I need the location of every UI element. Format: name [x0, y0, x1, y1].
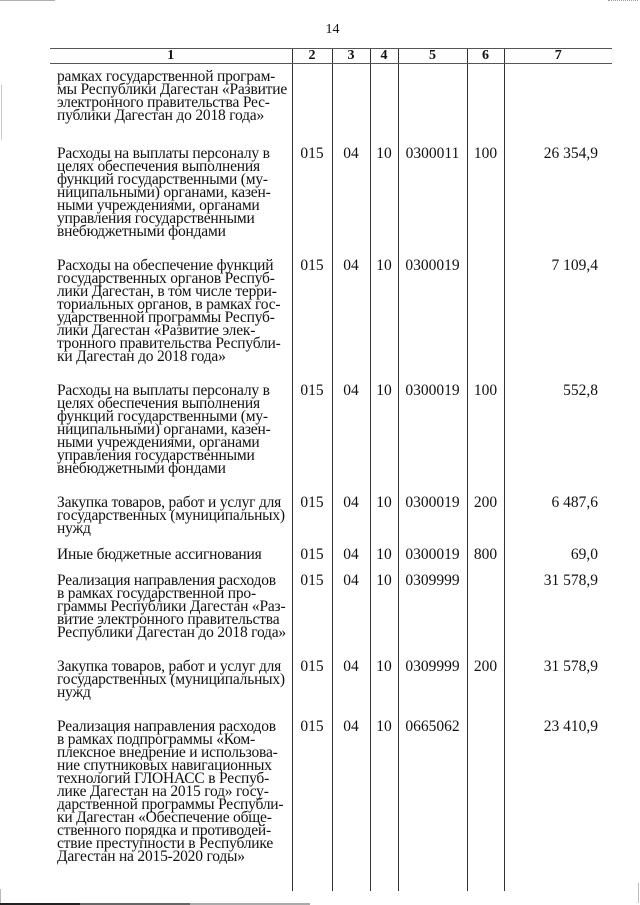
description-line: нужд — [57, 520, 91, 537]
scan-edge-mark — [638, 883, 639, 903]
table-header-row — [50, 49, 612, 64]
description-line: Расходы на обеспечение функций — [57, 257, 274, 274]
subsection-code-cell: 10 — [370, 571, 398, 657]
table-row — [50, 571, 612, 657]
ministry-code-cell: 015 — [292, 256, 332, 381]
description-cell — [50, 144, 292, 256]
ministry-code-cell: 015 — [292, 545, 332, 571]
description-line: ториальных органов, в рамках гос- — [57, 296, 281, 313]
description-line: Реализация направления расходов — [57, 718, 276, 735]
amount-cell: 6 487,6 — [504, 493, 612, 545]
description-line: управления государственными — [57, 210, 255, 227]
table-row — [50, 256, 612, 381]
description-line: рамках государственной програм- — [57, 68, 276, 85]
column-header: 2 — [292, 49, 332, 64]
column-header: 5 — [398, 49, 467, 64]
subsection-code-cell: 10 — [370, 256, 398, 381]
column-header: 6 — [467, 49, 504, 64]
description-cell — [50, 571, 292, 657]
section-code-cell: 04 — [332, 381, 370, 493]
expense-type-cell — [467, 717, 504, 891]
ministry-code-cell: 015 — [292, 571, 332, 657]
amount-cell: 552,8 — [504, 381, 612, 493]
description-line: публики Дагестан до 2018 года» — [57, 107, 265, 124]
description-line: ствие преступности в Республике — [57, 835, 274, 852]
table-body — [50, 64, 612, 892]
description-line: функций государственными (му- — [57, 408, 268, 425]
expense-type-cell: 100 — [467, 381, 504, 493]
description-line: целях обеспечения выполнения — [57, 158, 260, 175]
description-line: ственного порядка и противодей- — [57, 822, 271, 839]
page-number: 14 — [325, 22, 340, 37]
description-cell — [50, 545, 292, 571]
ministry-code-cell: 015 — [292, 144, 332, 256]
amount-cell: 26 354,9 — [504, 144, 612, 256]
description-cell — [50, 64, 292, 145]
description-line: ки Дагестан до 2018 года» — [57, 348, 226, 365]
description-line: мы Республики Дагестан «Развитие — [57, 81, 288, 98]
target-article-cell: 0309999 — [398, 657, 467, 717]
description-cell — [50, 717, 292, 891]
expense-type-cell — [467, 256, 504, 381]
column-header: 3 — [332, 49, 370, 64]
subsection-code-cell: 10 — [370, 545, 398, 571]
description-line: Расходы на выплаты персоналу в — [57, 382, 270, 399]
description-line: ниципальными) органами, казен- — [57, 184, 271, 201]
budget-table — [50, 48, 612, 891]
description-cell — [50, 256, 292, 381]
column-header: 1 — [50, 49, 292, 64]
amount-cell: 31 578,9 — [504, 657, 612, 717]
description-line: тронного правительства Республи- — [57, 335, 281, 352]
description-line: Иные бюджетные ассигнования — [57, 546, 262, 563]
description-cell — [50, 657, 292, 717]
description-line: целях обеспечения выполнения — [57, 395, 260, 412]
description-line: витие электронного правительства — [57, 611, 280, 628]
description-line: плексное внедрение и использова- — [57, 744, 278, 761]
target-article-cell — [398, 64, 467, 145]
amount-cell — [504, 64, 612, 145]
table-row — [50, 64, 612, 145]
section-code-cell: 04 — [332, 717, 370, 891]
section-code-cell: 04 — [332, 571, 370, 657]
table-row — [50, 144, 612, 256]
ministry-code-cell: 015 — [292, 657, 332, 717]
amount-cell: 31 578,9 — [504, 571, 612, 657]
description-line: электронного правительства Рес- — [57, 94, 270, 111]
scan-edge-mark — [0, 0, 55, 1]
description-line: Дагестан на 2015-2020 годы» — [57, 848, 245, 865]
target-article-cell: 0300011 — [398, 144, 467, 256]
description-line: в рамках подпрограммы «Ком- — [57, 731, 255, 748]
description-line: внебюджетными фондами — [57, 223, 226, 240]
table-row — [50, 545, 612, 571]
section-code-cell: 04 — [332, 657, 370, 717]
amount-cell: 69,0 — [504, 545, 612, 571]
target-article-cell: 0300019 — [398, 493, 467, 545]
column-header: 4 — [370, 49, 398, 64]
amount-cell: 23 410,9 — [504, 717, 612, 891]
description-line: ными учреждениями, органами — [57, 434, 260, 451]
table-row — [50, 657, 612, 717]
description-line: Закупка товаров, работ и услуг для — [57, 494, 282, 511]
description-cell — [50, 493, 292, 545]
ministry-code-cell: 015 — [292, 381, 332, 493]
table-row — [50, 493, 612, 545]
description-line: ки Дагестан «Обеспечение обще- — [57, 809, 272, 826]
target-article-cell: 0300019 — [398, 381, 467, 493]
description-line: граммы Республики Дагестан «Раз- — [57, 598, 286, 615]
description-line: Реализация направления расходов — [57, 572, 276, 589]
description-line: ными учреждениями, органами — [57, 197, 260, 214]
section-code-cell — [332, 64, 370, 145]
scan-edge-mark — [0, 889, 1, 903]
target-article-cell: 0309999 — [398, 571, 467, 657]
column-header: 7 — [504, 49, 612, 64]
target-article-cell: 0300019 — [398, 256, 467, 381]
subsection-code-cell: 10 — [370, 717, 398, 891]
description-line: государственных (муниципальных) — [57, 507, 285, 524]
subsection-code-cell: 10 — [370, 381, 398, 493]
ministry-code-cell: 015 — [292, 717, 332, 891]
ministry-code-cell: 015 — [292, 493, 332, 545]
description-line: функций государственными (му- — [57, 171, 268, 188]
expense-type-cell: 100 — [467, 144, 504, 256]
description-line: технологий ГЛОНАСС в Респуб- — [57, 770, 270, 787]
description-line: нужд — [57, 684, 91, 701]
description-line: дарственной программы Республи- — [57, 796, 284, 813]
description-line: внебюджетными фондами — [57, 460, 226, 477]
expense-type-cell: 800 — [467, 545, 504, 571]
description-line: лики Дагестан «Развитие элек- — [57, 322, 256, 339]
description-line: Расходы на выплаты персоналу в — [57, 145, 270, 162]
description-line: государственных органов Респуб- — [57, 270, 275, 287]
description-cell — [50, 381, 292, 493]
amount-cell: 7 109,4 — [504, 256, 612, 381]
scan-edge-mark — [608, 0, 638, 2]
subsection-code-cell — [370, 64, 398, 145]
section-code-cell: 04 — [332, 545, 370, 571]
description-line: ударственной программы Респуб- — [57, 309, 275, 326]
description-line: лики Дагестан, в том числе терри- — [57, 283, 277, 300]
section-code-cell: 04 — [332, 493, 370, 545]
target-article-cell: 0665062 — [398, 717, 467, 891]
table-row — [50, 717, 612, 891]
subsection-code-cell: 10 — [370, 144, 398, 256]
subsection-code-cell: 10 — [370, 493, 398, 545]
description-line: ниципальными) органами, казен- — [57, 421, 271, 438]
description-line: государственных (муниципальных) — [57, 671, 285, 688]
ministry-code-cell — [292, 64, 332, 145]
expense-type-cell — [467, 64, 504, 145]
description-line: Закупка товаров, работ и услуг для — [57, 658, 282, 675]
description-line: лике Дагестан на 2015 год» госу- — [57, 783, 269, 800]
scan-edge-mark — [1, 85, 2, 140]
description-line: в рамках государственной про- — [57, 585, 256, 602]
description-line: ние спутниковых навигационных — [57, 757, 272, 774]
subsection-code-cell: 10 — [370, 657, 398, 717]
expense-type-cell: 200 — [467, 493, 504, 545]
target-article-cell: 0300019 — [398, 545, 467, 571]
section-code-cell: 04 — [332, 256, 370, 381]
description-line: Республики Дагестан до 2018 года» — [57, 624, 286, 641]
section-code-cell: 04 — [332, 144, 370, 256]
table-row — [50, 381, 612, 493]
description-line: управления государственными — [57, 447, 255, 464]
expense-type-cell: 200 — [467, 657, 504, 717]
expense-type-cell — [467, 571, 504, 657]
